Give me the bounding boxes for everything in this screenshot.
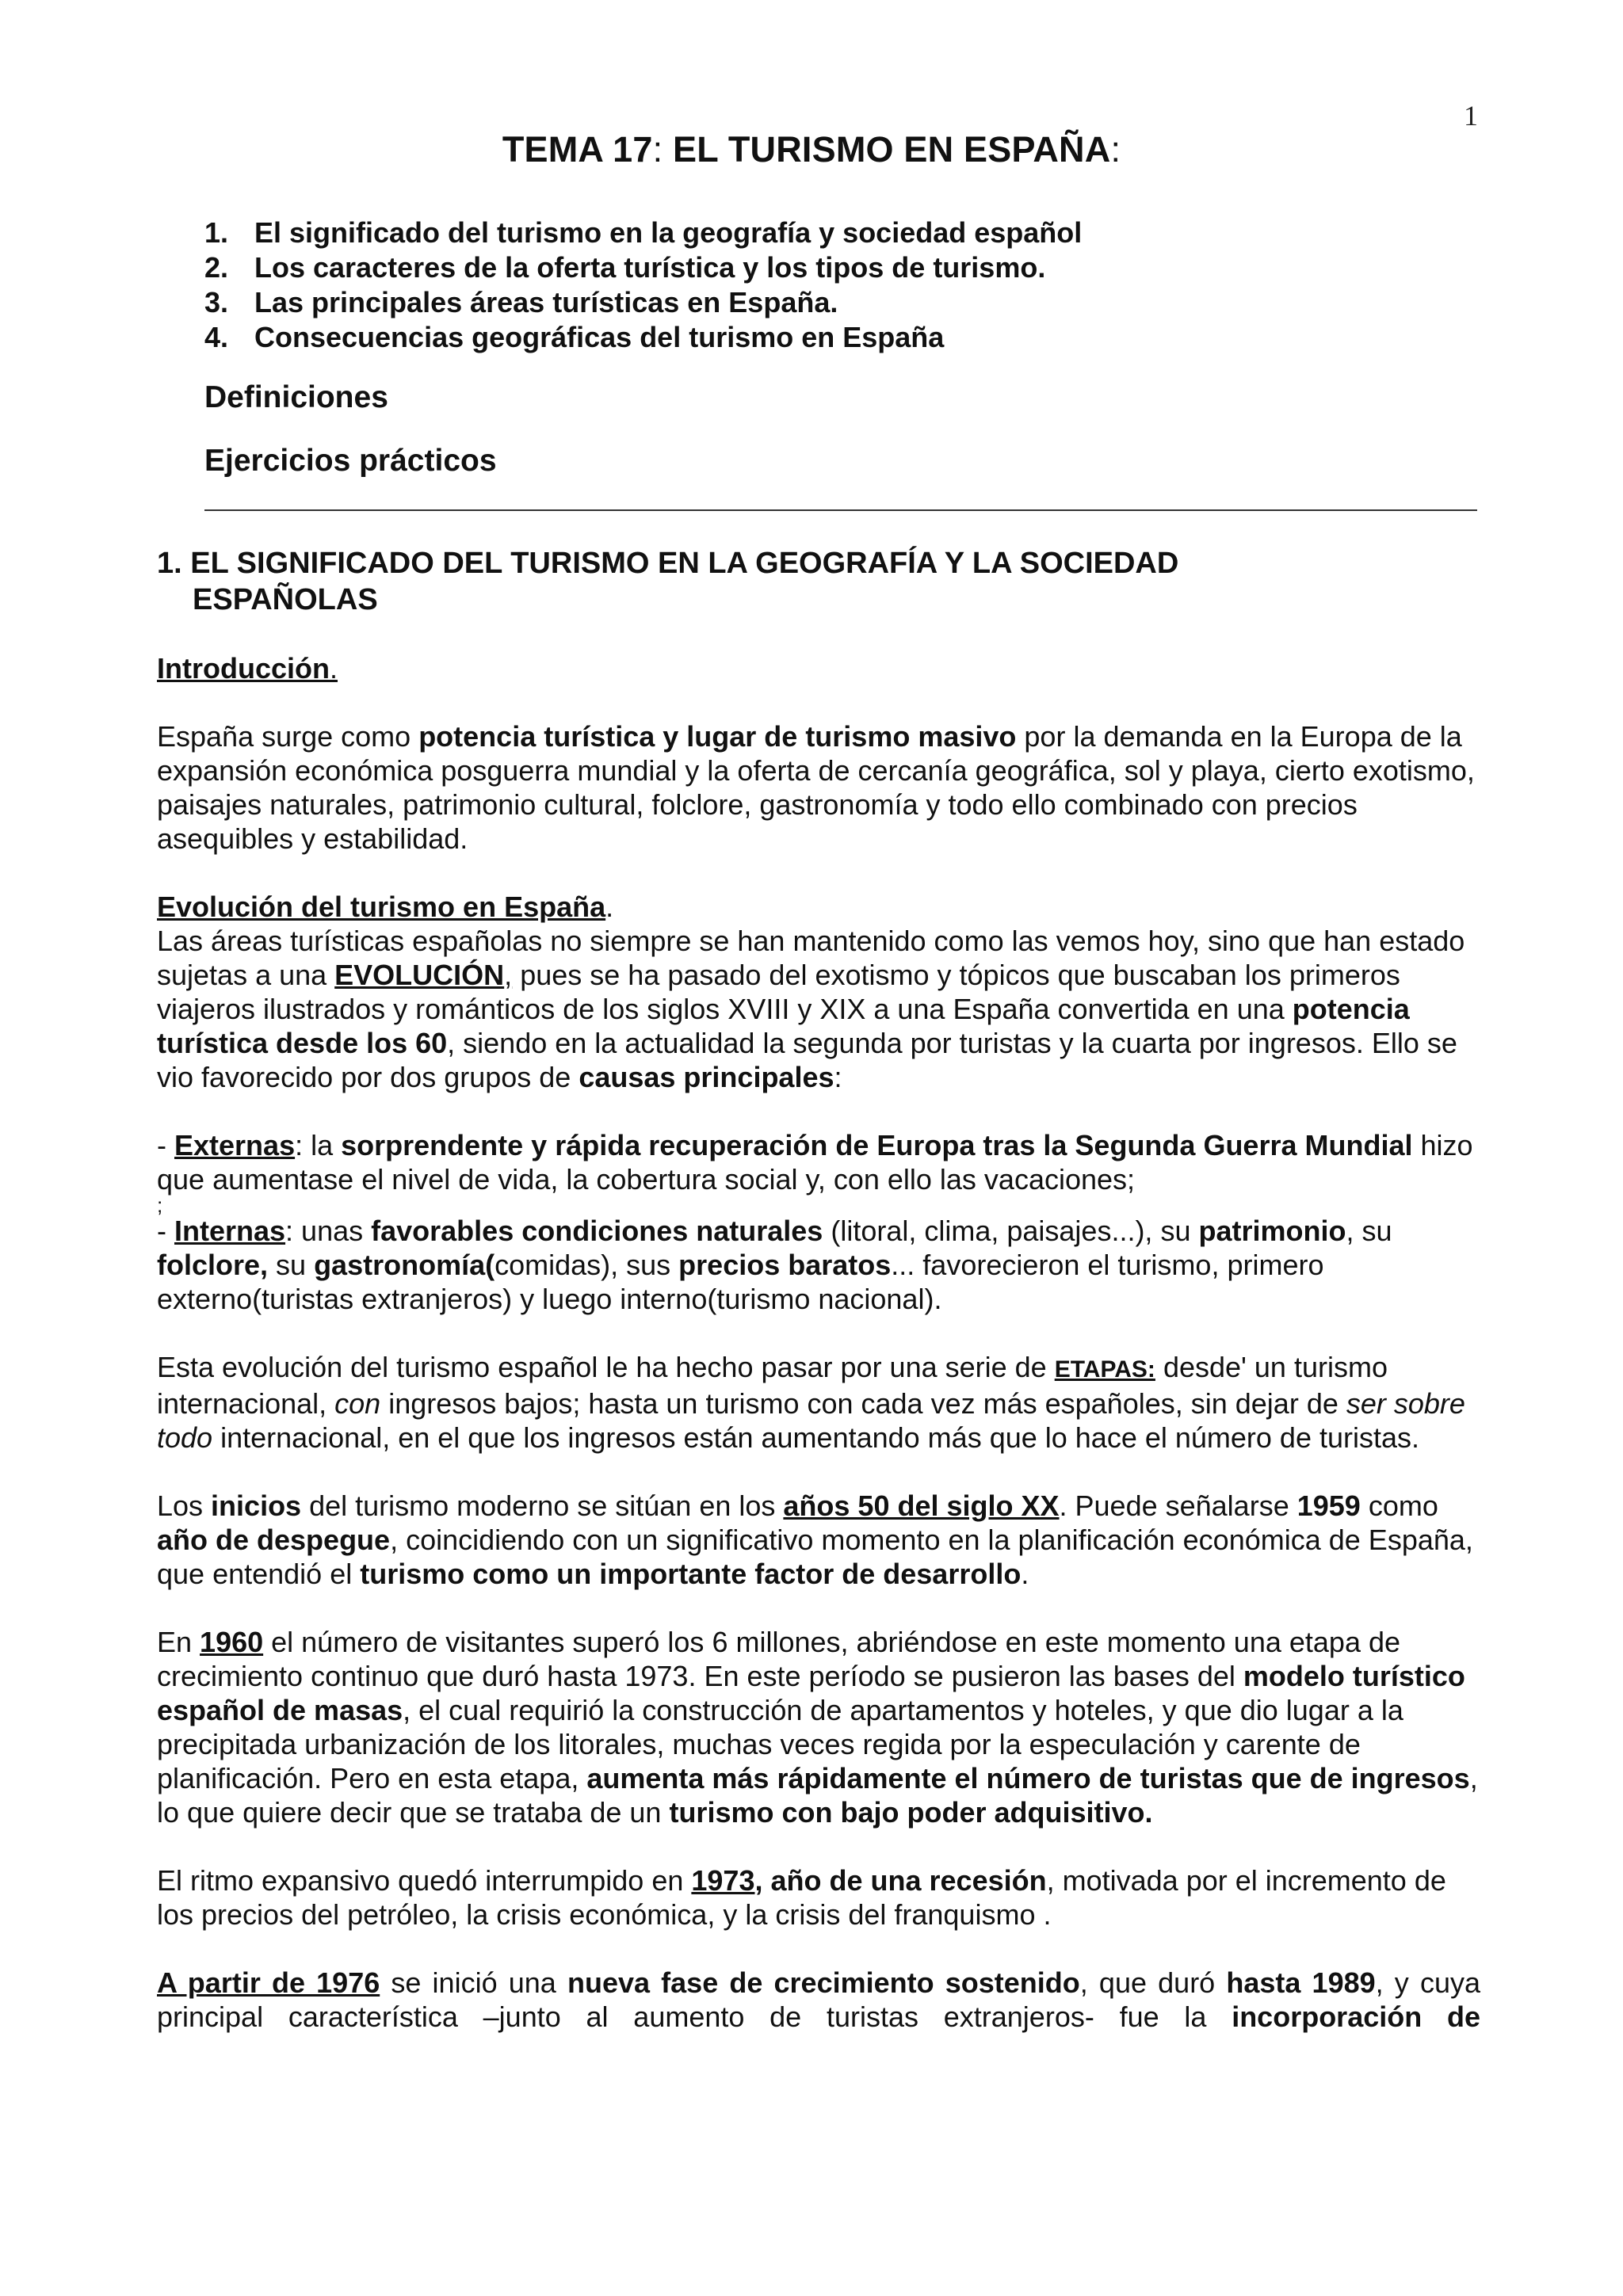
text-run: se inició una [380,1966,567,1999]
text-run: , siendo en la actualidad la segunda por turistas y la cuarta por ingresos. Ello se vio favorecido por dos grupos de [157,1027,1457,1093]
title-part1: TEMA 17 [502,129,653,170]
text-run: - [157,1129,174,1161]
text-run: Esta evolución del turismo español le ha hecho pasar por una serie de [157,1351,1055,1383]
intro-heading [157,651,1480,685]
text-run: como [1360,1489,1438,1522]
evolution-heading-text: Evolución del turismo en España [157,891,606,923]
bold-run: aumenta más rápidamente el número de turistas que de ingresos [586,1762,1470,1794]
underline-run: , [504,959,513,991]
text-run: hizo que aumentase el nivel de vida, la cobertura social y, con ello las vacaciones; [157,1129,1473,1196]
toc-item-number: 1. [204,216,229,249]
section-heading-line1: 1. EL SIGNIFICADO DEL TURISMO EN LA GEOGRAFÍA Y LA SOCIEDAD [157,547,1179,580]
text-run: . [1021,1558,1029,1590]
bold-run: año de despegue [157,1524,391,1556]
text-run: pues se ha pasado del exotismo y tópicos que buscaban los primeros viajeros ilustrados y románticos de los siglos XVIII y XIX a una España convertida en una [157,959,1400,1025]
evolution-heading [157,890,1480,924]
y1973-paragraph [157,1863,1480,1932]
text-run: España surge como [157,720,419,753]
internas-paragraph [157,1214,1480,1316]
bold-underline-run: años 50 del siglo XX [783,1489,1060,1522]
bold-run: modelo turístico español de masas [157,1660,1465,1726]
text-run: ... favorecieron el turismo, primero externo(turistas extranjeros) y luego interno(turismo nacional). [157,1249,1324,1315]
bold-run: hasta 1989 [1226,1966,1376,1999]
bold-run: 1959 [1296,1489,1361,1522]
bold-run: turismo como un importante factor de desarrollo [360,1558,1022,1590]
bold-underline-run: A partir de 1976 [157,1966,380,1999]
text-run: , el cual requirió la construcción de apartamentos y hoteles, y que dio lugar a la precipitada urbanización de los litorales, muchas veces regida por la especulación y carente de planificación. Pero en esta etapa, [157,1694,1403,1794]
toc-item [204,285,1441,320]
externas-label: Externas [174,1129,296,1161]
bold-run: nueva fase de crecimiento sostenido [567,1966,1080,1999]
underline-run: , [754,1864,763,1897]
intro-heading-dot: . [330,652,338,685]
text-run: : la [295,1129,342,1161]
bold-run: gastronomía( [314,1249,495,1281]
intro-heading-text: Introducción [157,652,330,685]
text-run: , su [1346,1215,1392,1247]
bold-underline-run: 1960 [200,1626,264,1658]
text-run: , que duró [1079,1966,1227,1999]
bold-run: favorables condiciones naturales [371,1215,823,1247]
text-run: del turismo moderno se sitúan en los [301,1489,784,1522]
main-content [157,545,1480,2034]
externas-paragraph [157,1128,1480,1196]
text-run: (litoral, clima, paisajes...), su [823,1215,1199,1247]
toc-item-text: Los caracteres de la oferta turística y los tipos de turismo. [254,251,1046,284]
text-run: : unas [285,1215,372,1247]
title-part2: EL TURISMO EN ESPAÑA [663,129,1111,170]
bold-run: año de una recesión [770,1864,1047,1897]
bold-underline-run: 1973 [691,1864,755,1897]
text-run: , motivada por el incremento de los precios del petróleo, la crisis económica, y la crisis del franquismo . [157,1864,1446,1931]
toc-item-number: 4. [204,321,229,353]
text-run: el número de visitantes superó los 6 millones, abriéndose en este momento una etapa de crecimiento continuo que duró hasta 1973. En este período se pusieron las bases del [157,1626,1401,1692]
text-run: ingresos bajos; hasta un turismo con cada vez más españoles, sin dejar de [380,1387,1346,1420]
text-run: : [834,1061,842,1093]
text-run: Las áreas turísticas españolas no siempre se han mantenido como las vemos hoy, sino que han estado sujetas a una [157,925,1465,991]
toc-item-number: 3. [204,286,229,318]
toc-item [204,250,1441,285]
bold-run: causas principales [579,1061,834,1093]
bold-run: folclore, [157,1249,269,1281]
bold-run: potencia turística y lugar de turismo masivo [418,720,1017,753]
internas-label: Internas [174,1215,286,1247]
bold-run: inicios [211,1489,302,1522]
text-run: internacional, en el que los ingresos están aumentando más que lo hace el número de turistas. [212,1421,1420,1454]
text-run: , coincidiendo con un significativo momento en la planificación económica de España, que entendió el [157,1524,1473,1590]
toc-item [204,320,1441,355]
evolution-paragraph [157,924,1480,1094]
y1960-paragraph [157,1625,1480,1829]
text-run [762,1864,770,1897]
exercises-heading: Ejercicios prácticos [204,444,497,478]
text-run: . Puede señalarse [1059,1489,1297,1522]
section-heading-line2: ESPAÑOLAS [193,583,378,616]
toc-item-text: Consecuencias geográficas del turismo en España [254,321,945,353]
bold-run: potencia turística desde los 60 [157,993,1410,1059]
inicios-paragraph [157,1489,1480,1591]
text-run: ; [157,1193,163,1217]
section-heading [157,545,1480,618]
page-title [0,129,1623,170]
text-run: Los [157,1489,212,1522]
definitions-heading: Definiciones [204,380,388,414]
page-number: 1 [1464,100,1478,132]
stray-semicolon [157,1193,1480,1217]
bold-run: precios baratos [678,1249,892,1281]
bold-run: patrimonio [1198,1215,1346,1247]
text-run: comidas), sus [495,1249,679,1281]
text-run: , y cuya principal característica –junto al aumento de turistas extranjeros- fue la [157,1966,1480,2033]
text-run: En [157,1626,200,1658]
text-run: , lo que quiere decir que se trataba de un [157,1762,1478,1829]
table-of-contents [204,215,1441,355]
title-sep1: : [652,129,663,170]
horizontal-divider [204,509,1477,511]
y1976-paragraph [157,1966,1480,2034]
title-sep2: : [1110,129,1121,170]
text-run: El ritmo expansivo quedó interrumpido en [157,1864,692,1897]
bold-run: incorporación de [1232,2000,1480,2033]
toc-item-number: 2. [204,251,229,284]
bold-underline-run: EVOLUCIÓN [334,959,505,991]
bold-run: turismo con bajo poder adquisitivo. [669,1796,1153,1829]
bold-run: sorprendente y rápida recuperación de Europa tras la Segunda Guerra Mundial [341,1129,1413,1161]
text-run: por la demanda en la Europa de la expansión económica posguerra mundial y la oferta de cercanía geográfica, sol y playa, cierto exotismo, paisajes naturales, patrimonio cultural, folclore, gastronomía y todo ello combinado con precios asequibles y estabilidad. [157,720,1475,855]
bold-underline-run: ETAPAS: [1054,1356,1155,1383]
italic-run: ser sobre todo [157,1387,1465,1454]
toc-item-text: Las principales áreas turísticas en España. [254,286,838,318]
text-run: su [268,1249,315,1281]
text-run: desde' un turismo internacional, [157,1351,1388,1420]
evolution-heading-dot: . [605,891,614,923]
text-run: - [157,1215,174,1247]
toc-item [204,215,1441,250]
etapas-paragraph [157,1350,1480,1455]
italic-run: con [334,1387,381,1420]
toc-item-text: El significado del turismo en la geografía y sociedad español [254,216,1083,249]
intro-paragraph [157,719,1480,856]
